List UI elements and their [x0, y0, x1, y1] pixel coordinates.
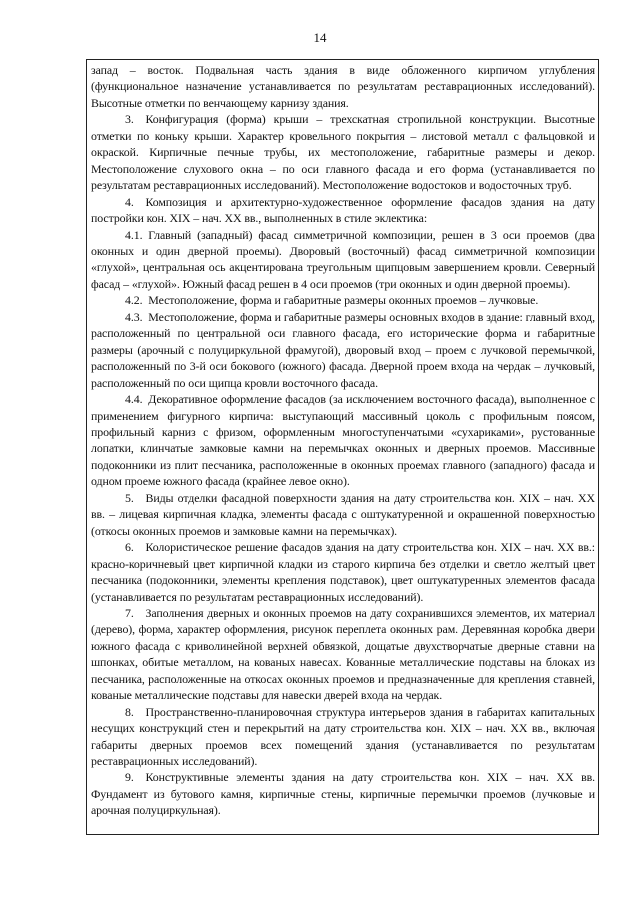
- paragraph-item-4-1-main-facade: 4.1. Главный (западный) фасад симметричной композиции, решен в 3 оси проемов (два оконных и один дверной проемы). Дворовый (восточный) фасад симметричной композиции «глухой», центральная ось акцентирована треугольным щипцовым завершением кровли. Северный фасад – «глухой». Южный фасад решен в 4 оси проемов (три оконных и один дверной проемы).: [91, 227, 595, 291]
- paragraph-item-4-facades: 4. Композиция и архитектурно-художественное оформление фасадов здания на дату постройки кон. XIX – нач. XX вв., выполненных в стиле эклектика:: [91, 194, 595, 226]
- paragraph-item-4-3-entrances: 4.3. Местоположение, форма и габаритные размеры основных входов в здание: главный вход, расположенный по центральной оси главного фасада, его исторические форма и габаритные размеры (арочный с полуциркульной фрамугой), дворовый вход – проем с лучковой перемычкой, расположенный по 3-й оси бокового (южного) фасада. Дверной проем входа на чердак – лучковый, расположенный по оси щипца кровли восточного фасада.: [91, 309, 595, 390]
- paragraph-item-6-colors: 6. Колористическое решение фасадов здания на дату строительства кон. XIX – нач. XX вв.: красно-коричневый цвет кирпичной кладки из старого кирпича без отделки и светло желтый цвет песчаника (подоконники, элементы крепления подставок), цвет оштукатуренных элементов фасада (устанавливается по результатам реставрационных исследований).: [91, 540, 595, 604]
- paragraph-continuation: запад – восток. Подвальная часть здания в виде обложенного кирпичом углубления (функциональное назначение устанавливается по результатам реставрационных исследований). Высотные отметки по венчающему карнизу здания.: [91, 63, 595, 110]
- paragraph-item-5-finishing: 5. Виды отделки фасадной поверхности здания на дату строительства кон. XIX – нач. XX вв. – лицевая кирпичная кладка, элементы фасада с оштукатуренной и окрашенной поверхностью (откосы оконных проемов и замковые камни на перемычках).: [91, 490, 595, 538]
- paragraph-item-3-roof: 3. Конфигурация (форма) крыши – трехскатная стропильной конструкции. Высотные отметки по коньку крыши. Характер кровельного покрытия – листовой металл с фальцовкой и окраской. Кирпичные печные трубы, их местоположение, габаритные размеры и декор. Местоположение слухового окна – по оси главного фасада и его форма (устанавливается по результатам реставрационных исследований). Местоположение водостоков и водосточных труб.: [91, 112, 595, 193]
- paragraph-item-4-4-decor: 4.4. Декоративное оформление фасадов (за исключением восточного фасада), выполненное с применением фигурного кирпича: выступающий массивный цоколь с профильным поясом, профильный карниз с фризом, оформленным многоступенчатыми «сухариками», рустованные лопатки, клинчатые замковые камни на перемычках оконных и дверных проемов. Массивные подоконники из плит песчаника, расположенные в оконных проемах главного (западного) фасада и одном проеме южного фасада (крайнее левое окно).: [91, 392, 595, 489]
- page-number: 14: [313, 30, 327, 45]
- paragraph-item-8-interiors: 8. Пространственно-планировочная структура интерьеров здания в габаритах капитальных несущих конструкций стен и перекрытий на дату строительства кон. XIX – нач. XX вв., включая габариты дверных проемов всех помещений здания (устанавливается по результатам реставрационных исследований).: [91, 704, 595, 769]
- document-frame: [86, 59, 599, 835]
- paragraph-item-4-2-windows: 4.2. Местоположение, форма и габаритные размеры оконных проемов – лучковые.: [125, 293, 539, 308]
- paragraph-item-7-fillings: 7. Заполнения дверных и оконных проемов на дату сохранившихся элементов, их материал (дерево), форма, характер оформления, рисунок переплета оконных рам. Деревянная коробка двери южного фасада с криволинейной верхней обвязкой, дощатые двухстворчатые дверные ставни на шпонках, обитые металлом, на кованых навесах. Кованные металлические подставы на блоках из песчаника, расположенные на откосах оконных проемов и предназначенные для крепления ставней, кованые металлические подставы для навески дверей входа на чердак.: [91, 605, 595, 703]
- paragraph-item-9-structure: 9. Конструктивные элементы здания на дату строительства кон. XIX – нач. XX вв. Фундамент из бутового камня, кирпичные стены, кирпичные перемычки проемов (лучковые и арочная полуциркульная).: [91, 770, 595, 818]
